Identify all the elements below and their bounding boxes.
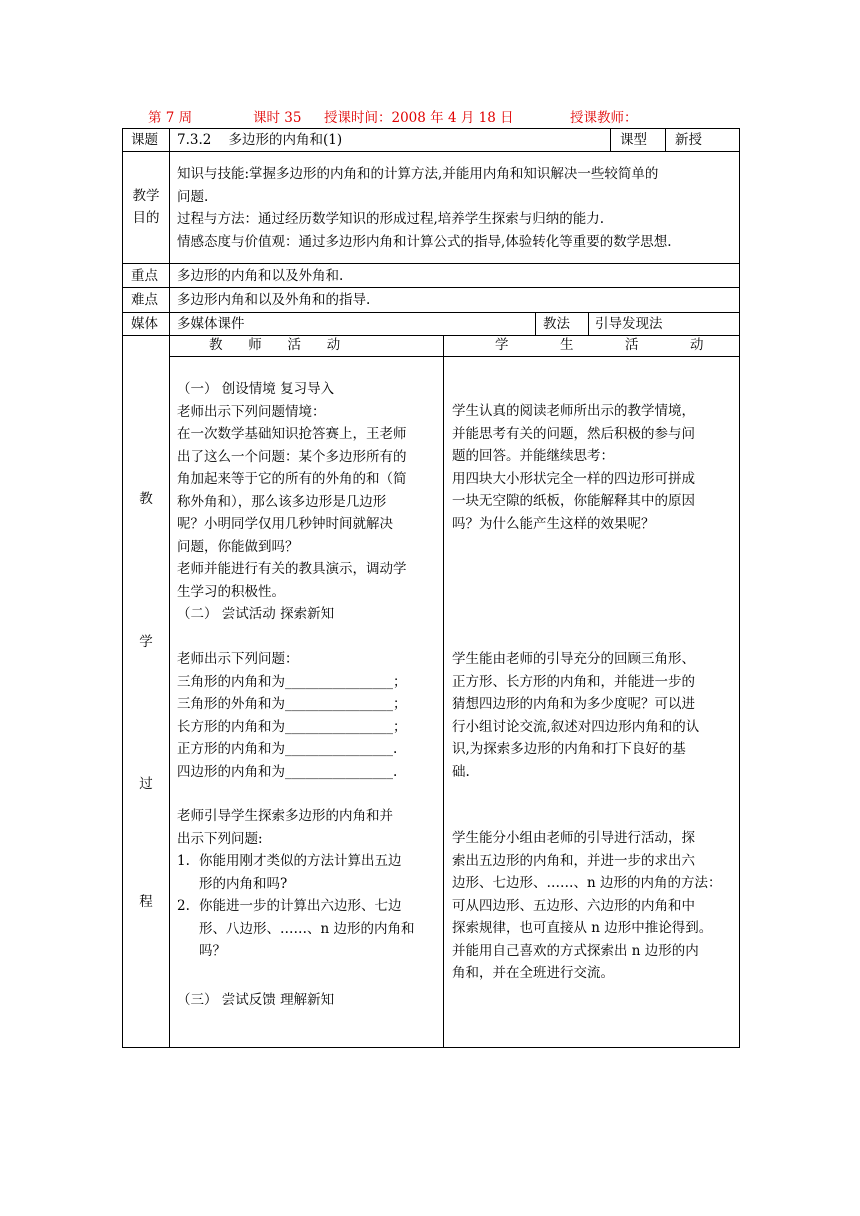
teacher-activity-block [177,805,393,850]
text-line: 一块无空隙的纸板，你能解释其中的原因 [452,493,695,509]
teacher-label: 授课教师： [570,110,638,126]
teacher-activity-block: （三） 尝试反馈 理解新知 [177,992,335,1008]
method-label: 教法 [543,316,570,332]
fill-blank-line: 三角形的内角和为________________； [177,673,407,690]
text-line: 在一次数学基础知识抢答赛上，王老师 [177,426,407,442]
fill-blank-line: 长方形的内角和为________________； [177,718,407,735]
row-divider [123,263,739,264]
lesson-plan-table [122,128,740,1048]
text-line: 呢？小明同学仅用几秒钟时间就解决 [177,516,393,532]
text-line: 索出五边形的内角和，并进一步的求出六 [452,852,695,869]
method-value: 引导发现法 [595,316,663,332]
student-activity-block [452,827,722,985]
goal-content [177,163,672,253]
teacher-activity-block [177,378,407,626]
topic-label: 课题 [131,132,158,148]
text-line: 学生能由老师的引导充分的回顾三角形、 [452,651,695,667]
focus-value: 多边形的内角和以及外角和. [177,268,344,284]
text-line: 吗？为什么能产生这样的效果呢？ [452,515,655,532]
text-line: （二） 尝试活动 探索新知 [177,606,335,622]
text-line: 角加起来等于它的所有的外角的和（简 [177,471,407,487]
row-divider [169,356,739,357]
text-line: 学生认真的阅读老师所出示的教学情境， [452,403,695,419]
week-label: 第 7 周 [148,110,193,126]
difficulty-label: 难点 [131,292,158,308]
text-line: 用四块大小形状完全一样的四边形可拼成 [452,470,695,487]
column-divider [443,335,444,1047]
list-item: 2. 你能进一步的计算出六边形、七边 形、八边形、……、n 边形的内角和 吗？ [177,898,415,959]
row-divider [123,312,739,313]
text-line: 出了这么一个问题：某个多边形所有的 [177,448,407,465]
text-line: 探索规律，也可直接从 n 边形中推论得到。 [452,920,713,936]
process-side-char: 程 [139,894,153,910]
process-side-char: 过 [139,776,153,792]
column-divider [169,129,170,1047]
difficulty-value: 多边形内角和以及外角和的指导. [177,292,371,308]
text-line: 学生能分小组由老师的引导进行活动，探 [452,830,695,846]
text-line: 边形、七边形、……、n 边形的内角的方法： [452,875,722,891]
process-side-char: 教 [139,491,153,507]
text-line: 称外角和），那么该多边形是几边形 [177,493,387,510]
goal-line: 知识与技能:掌握多边形的内角和的计算方法,并能用内角和知识解决一些较简单的 [177,166,659,182]
goal-line: 问题. [177,188,209,205]
student-activity-block [452,400,695,535]
lesson-type-value: 新授 [675,132,702,148]
text-line: 正方形、长方形的内角和，并能进一步的 [452,673,695,690]
goal-label: 教学 目的 [132,188,160,226]
column-divider [610,129,611,151]
date-label: 授课时间：2008 年 4 月 18 日 [324,110,514,126]
fill-blank-line: 四边形的内角和为________________. [177,763,398,780]
text-line: 老师出示下列问题： [177,651,299,667]
fill-blank-line: 三角形的外角和为________________； [177,696,407,712]
student-activity-header: 学 生 活 动 [495,337,704,353]
teacher-activity-header: 教 师 活 动 [209,337,341,353]
text-line: 行小组讨论交流,叙述对四边形内角和的认 [452,718,700,735]
row-divider [123,287,739,288]
text-line: 础. [452,763,470,780]
column-divider [665,129,666,151]
student-activity-block [452,648,699,783]
text-line: 并能思考有关的问题，然后积极的参与问 [452,425,695,442]
goal-line: 过程与方法：通过经历数学知识的形成过程,培养学生探索与归纳的能力. [177,211,605,227]
text-line: 问题，你能做到吗？ [177,538,299,555]
text-line: 生学习的积极性。 [177,583,285,600]
lesson-header [0,106,860,126]
media-value: 多媒体课件 [177,316,245,332]
text-line: 并能用自己喜欢的方式探索出 n 边形的内 [452,942,699,959]
list-item: 1. 你能用刚才类似的方法计算出五边 形的内角和吗? [177,853,402,892]
goal-line: 情感态度与价值观：通过多边形内角和计算公式的指导,体验转化等重要的数学思想. [177,233,672,250]
process-side-char: 学 [139,634,153,650]
topic-value: 7.3.2 多边形的内角和(1) [177,132,343,148]
text-line: 可从四边形、五边形、六边形的内角和中 [452,897,695,914]
lesson-type-label: 课型 [620,132,647,148]
text-line: 老师出示下列问题情境： [177,403,326,420]
text-line: 老师引导学生探索多边形的内角和并 [177,808,393,824]
text-line: 老师并能进行有关的教具演示，调动学 [177,561,407,577]
focus-label: 重点 [131,268,158,284]
text-line: 猜想四边形的内角和为多少度呢？可以进 [452,696,695,712]
question-list [177,850,415,963]
teacher-activity-block [177,648,407,783]
text-line: 识,为探索多边形的内角和打下良好的基 [452,741,686,757]
fill-blank-line: 正方形的内角和为________________. [177,741,398,757]
row-divider [123,151,739,152]
text-line: 出示下列问题: [177,830,263,847]
period-label: 课时 35 [253,110,302,126]
column-divider [535,312,536,335]
text-line: 角和，并在全班进行交流。 [452,965,614,981]
text-line: （一） 创设情境 复习导入 [177,381,335,397]
media-label: 媒体 [131,316,158,332]
text-line: 题的回答。并能继续思考： [452,448,614,464]
column-divider [588,312,589,335]
